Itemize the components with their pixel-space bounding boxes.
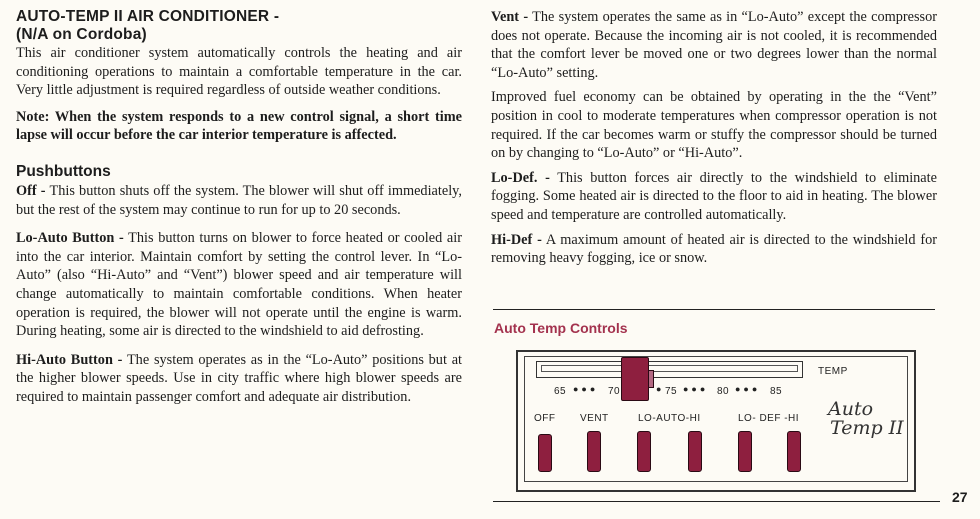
hi-def-button[interactable] [787,431,801,472]
scale-tick-75: 75 [665,386,678,397]
off-button[interactable] [538,434,552,472]
hidef-paragraph [491,231,937,268]
scale-dots: ●●● [735,384,761,394]
loauto-text: This button turns on blower to force heated or cooled air into the car interior. Maintain comfort by setting the control lever. In “Lo-Auto” (also “Hi-Auto” and “Vent”) blower speed and air temperature will change automatically to maintain comfortable conditions. When heater operation is required, the blower will not operate until the engine is warm. During heating, some air is directed to the windshield to aid defrosting. [16,230,462,340]
note-paragraph: Note: When the system responds to a new control signal, a short time lapse will occur before the car interior temperature is affected. [16,108,462,144]
scale-tick-65: 65 [554,386,567,397]
button-label-lo-auto-hi: LO-AUTO-HI [638,413,701,424]
lo-auto-button[interactable] [637,431,651,472]
temp-label: TEMP [818,366,848,377]
lodef-text: This button forces air directly to the windshield to eliminate fogging. Some heated air is directed to the floor to aid in heating. The blower speed and temperature are controlled automatically. [491,169,937,223]
pushbuttons-heading: Pushbuttons [16,162,111,180]
temp-slider-groove [541,365,798,372]
hi-auto-button[interactable] [688,431,702,472]
loauto-paragraph [16,229,462,341]
logo-line-1: Auto [828,398,874,420]
scale-tick-80: 80 [717,386,730,397]
hiauto-text: The system operates as in the “Lo-Auto” positions but at the higher blower speeds. Use in city traffic where high blower speeds are required to maintain passenger comfort and adequate air distribution. [16,351,463,405]
hidef-term: Hi-Def - [491,231,542,248]
lo-def-button[interactable] [738,431,752,472]
temp-slider-knob[interactable] [621,357,649,401]
auto-temp-logo [830,400,904,438]
off-text: This button shuts off the system. The blower will shut off immediately, but the rest of the system may continue to run for up to 20 seconds. [16,182,462,218]
hiauto-term: Hi-Auto Button - [16,351,123,368]
loauto-term: Lo-Auto Button - [16,230,124,247]
scale-tick-85: 85 [770,386,783,397]
lodef-paragraph [491,169,937,225]
hidef-text: A maximum amount of heated air is directed to the windshield for removing heavy fogging, ice or snow. [491,231,937,267]
button-label-off: OFF [534,413,556,424]
off-paragraph [16,182,462,219]
button-label-vent: VENT [580,413,609,424]
scale-tick-70: 70 [608,386,621,397]
vent-button[interactable] [587,431,601,472]
scale-dot: ● [656,384,662,394]
economy-paragraph: Improved fuel economy can be obtained by operating in the the “Vent” position in cool to moderate temperatures when compressor operation is not required. If the car becomes warm or stuffy the compressor should be turned on by changing to “Lo-Auto” or “Hi-Auto”. [491,89,937,162]
left-column [16,8,462,407]
vent-paragraph [491,8,937,82]
logo-line-2: Temp II [830,417,904,439]
scale-dots: ●●● [683,384,709,394]
top-divider [493,309,935,310]
intro-paragraph: This air conditioner system automatically controls the heating and air conditioning operations to maintain a comfortable temperature in the car. Very little adjustment is required regardless of outside weather conditions. [16,45,462,99]
right-column [491,8,937,268]
bottom-divider [493,501,940,502]
figure-title: Auto Temp Controls [494,320,628,336]
off-term: Off - [16,182,46,199]
scale-dots: ●●● [573,384,599,394]
vent-term: Vent - [491,9,529,25]
vent-text: The system operates the same as in “Lo-Auto” except the compressor does not operate. Because the incoming air is not cooled, it is recommended that the comfort lever be moved one or two degrees lower than the normal “Lo-Auto” setting. [491,9,938,81]
section-subtitle: (N/A on Cordoba) [16,26,147,43]
button-label-lo-def-hi: LO- DEF -HI [738,413,800,424]
section-title: AUTO-TEMP II AIR CONDITIONER - [16,8,280,25]
hiauto-paragraph [16,351,462,407]
lodef-term: Lo-Def. - [491,169,550,186]
page-number: 27 [952,489,968,505]
